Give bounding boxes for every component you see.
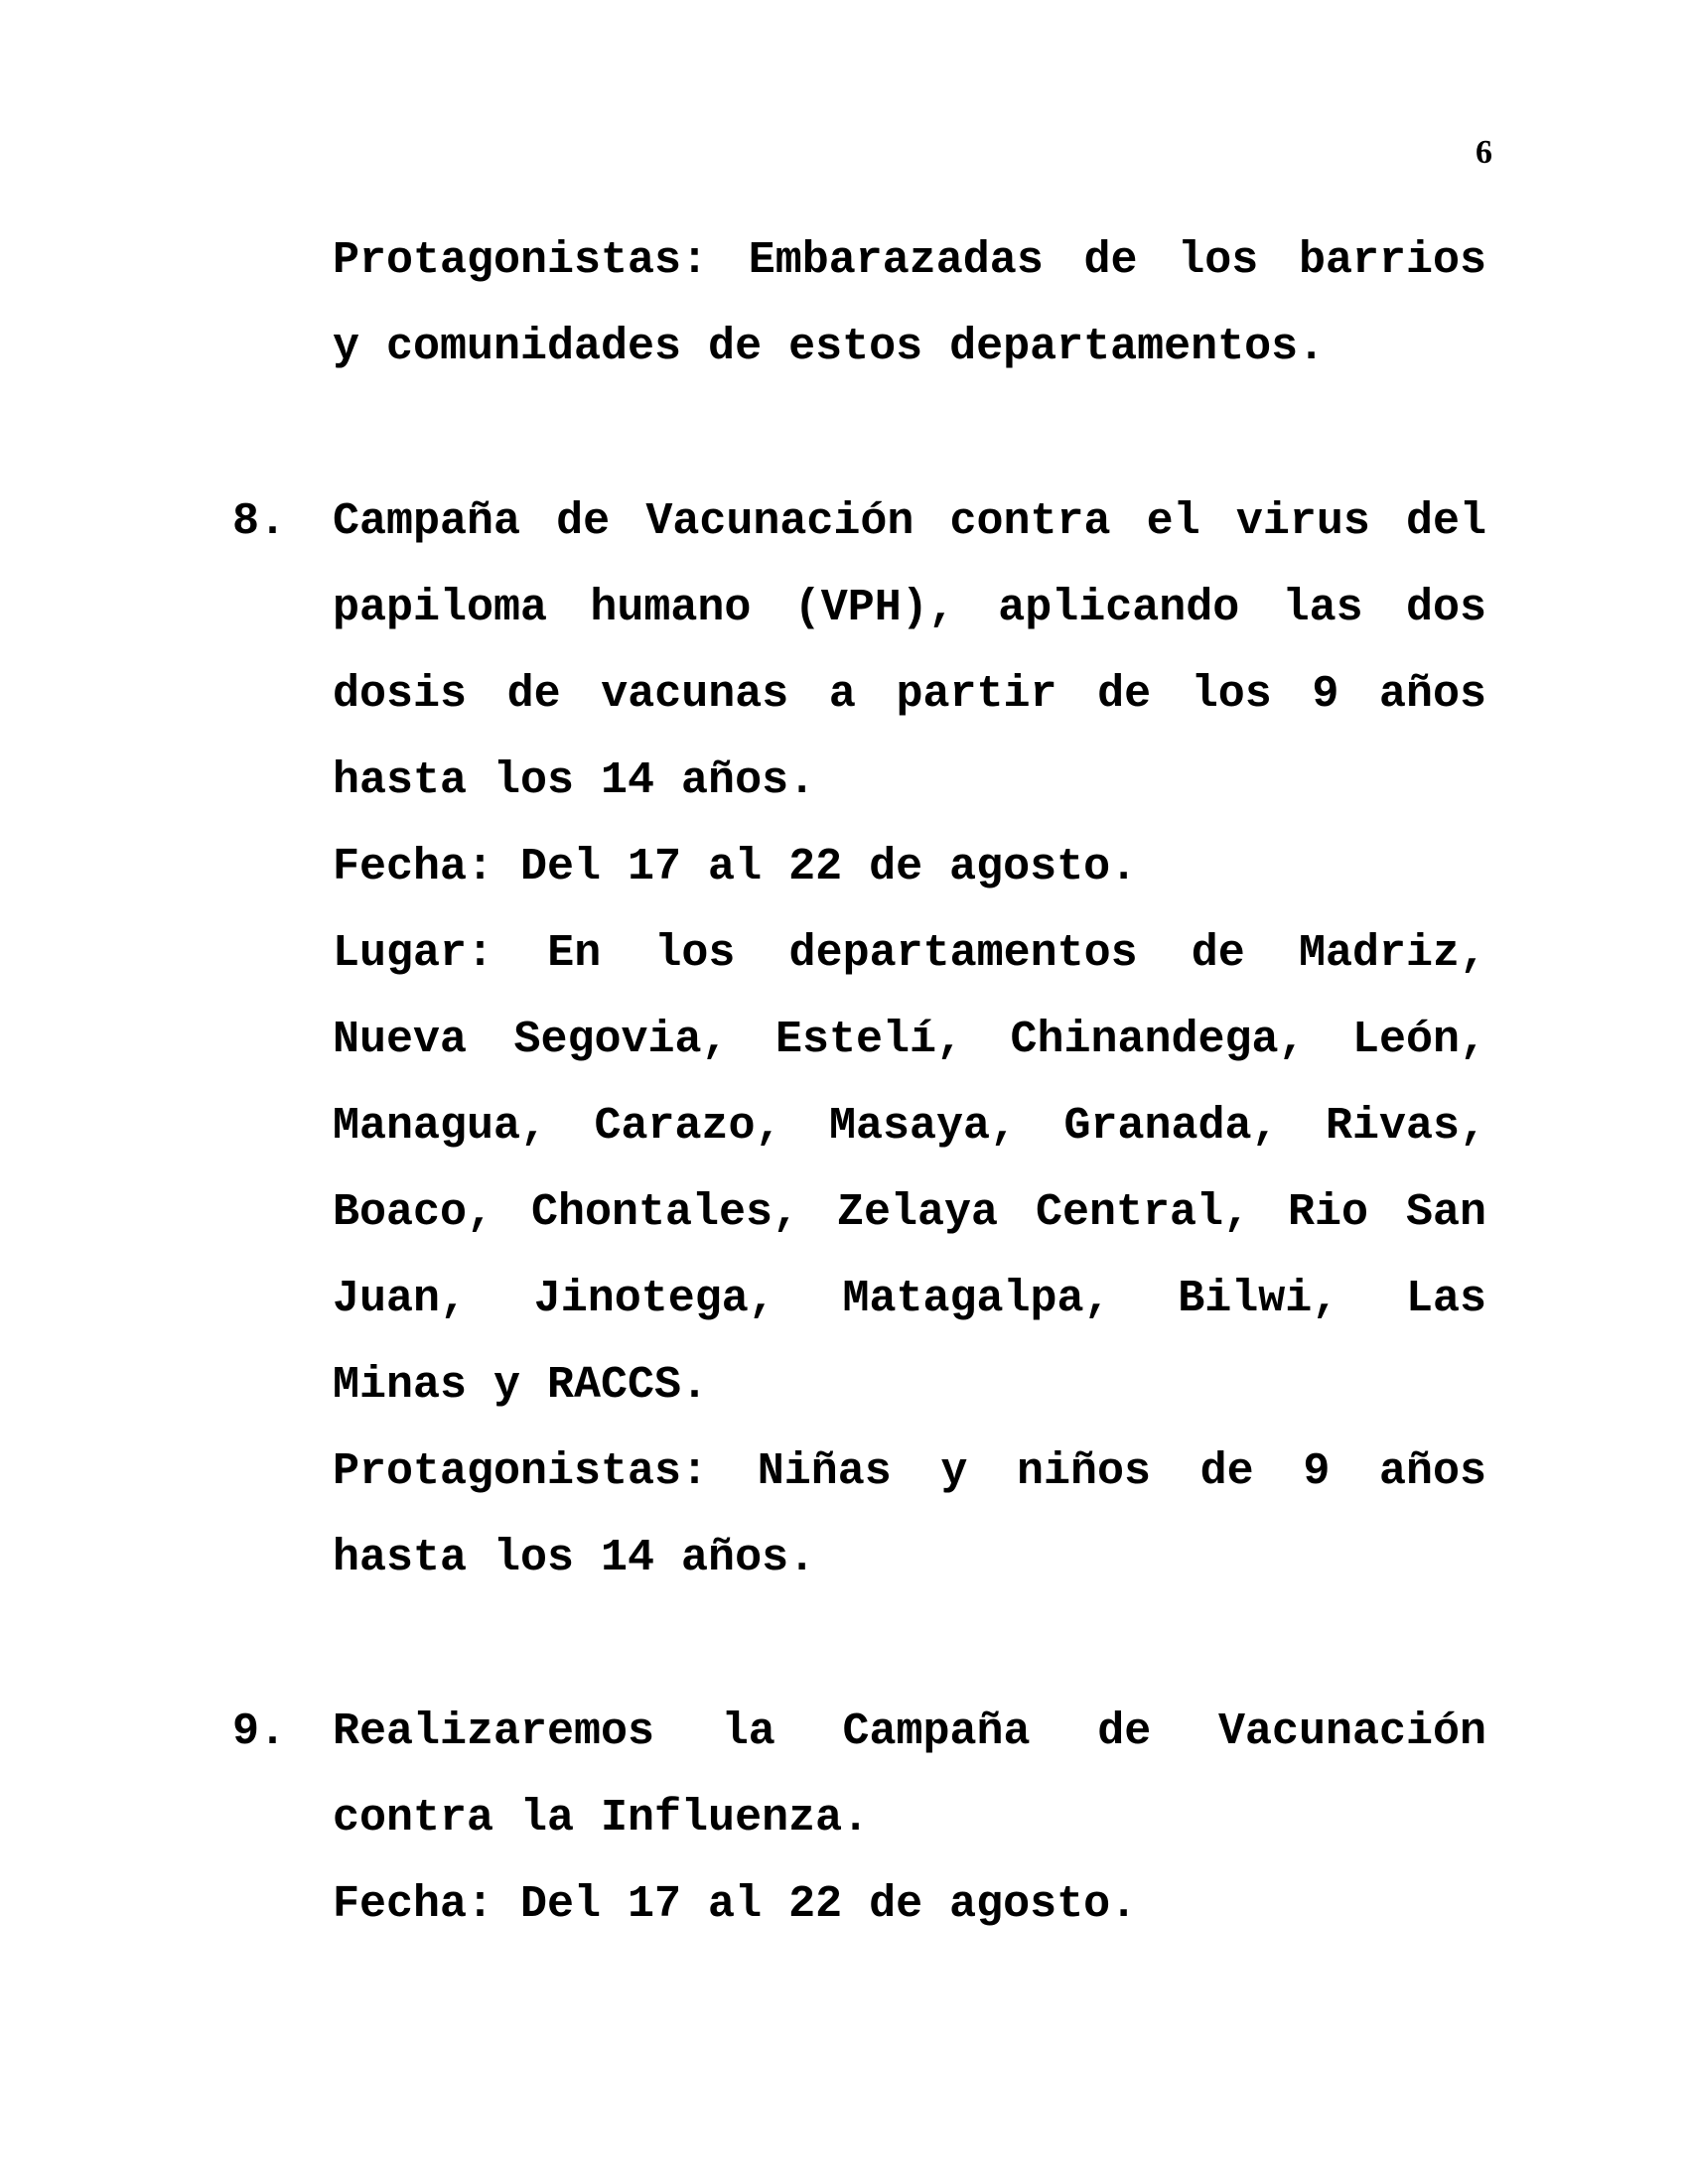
text-line: hasta los 14 años. xyxy=(333,1533,816,1583)
text-line: Nueva Segovia, Estelí, Chinandega, León, xyxy=(333,1015,1486,1065)
text-line: hasta los 14 años. xyxy=(333,755,816,806)
list-item-number: 8. xyxy=(232,496,287,547)
text-line: Minas y RACCS. xyxy=(333,1360,709,1411)
text-line: Fecha: Del 17 al 22 de agosto. xyxy=(333,1879,1138,1930)
text-line: Managua, Carazo, Masaya, Granada, Rivas, xyxy=(333,1101,1486,1152)
list-item-number: 9. xyxy=(232,1706,287,1757)
text-line: Realizaremos la Campaña de Vacunación xyxy=(333,1706,1486,1757)
list-item-9 xyxy=(333,1689,1486,1948)
text-line: Boaco, Chontales, Zelaya Central, Rio San xyxy=(333,1187,1486,1238)
text-line: Protagonistas: Niñas y niños de 9 años xyxy=(333,1446,1486,1497)
text-line: Protagonistas: Embarazadas de los barrios xyxy=(333,235,1486,286)
page-number: 6 xyxy=(1476,134,1492,171)
text-line: y comunidades de estos departamentos. xyxy=(333,322,1326,372)
intro-paragraph xyxy=(333,217,1486,390)
text-line: Lugar: En los departamentos de Madriz, xyxy=(333,928,1486,979)
text-line: contra la Influenza. xyxy=(333,1793,870,1843)
text-line: Juan, Jinotega, Matagalpa, Bilwi, Las xyxy=(333,1274,1486,1324)
text-line: dosis de vacunas a partir de los 9 años xyxy=(333,669,1486,720)
list-item-8 xyxy=(333,478,1486,1601)
text-line: Campaña de Vacunación contra el virus del xyxy=(333,496,1486,547)
text-line: Fecha: Del 17 al 22 de agosto. xyxy=(333,842,1138,892)
text-line: papiloma humano (VPH), aplicando las dos xyxy=(333,583,1486,633)
